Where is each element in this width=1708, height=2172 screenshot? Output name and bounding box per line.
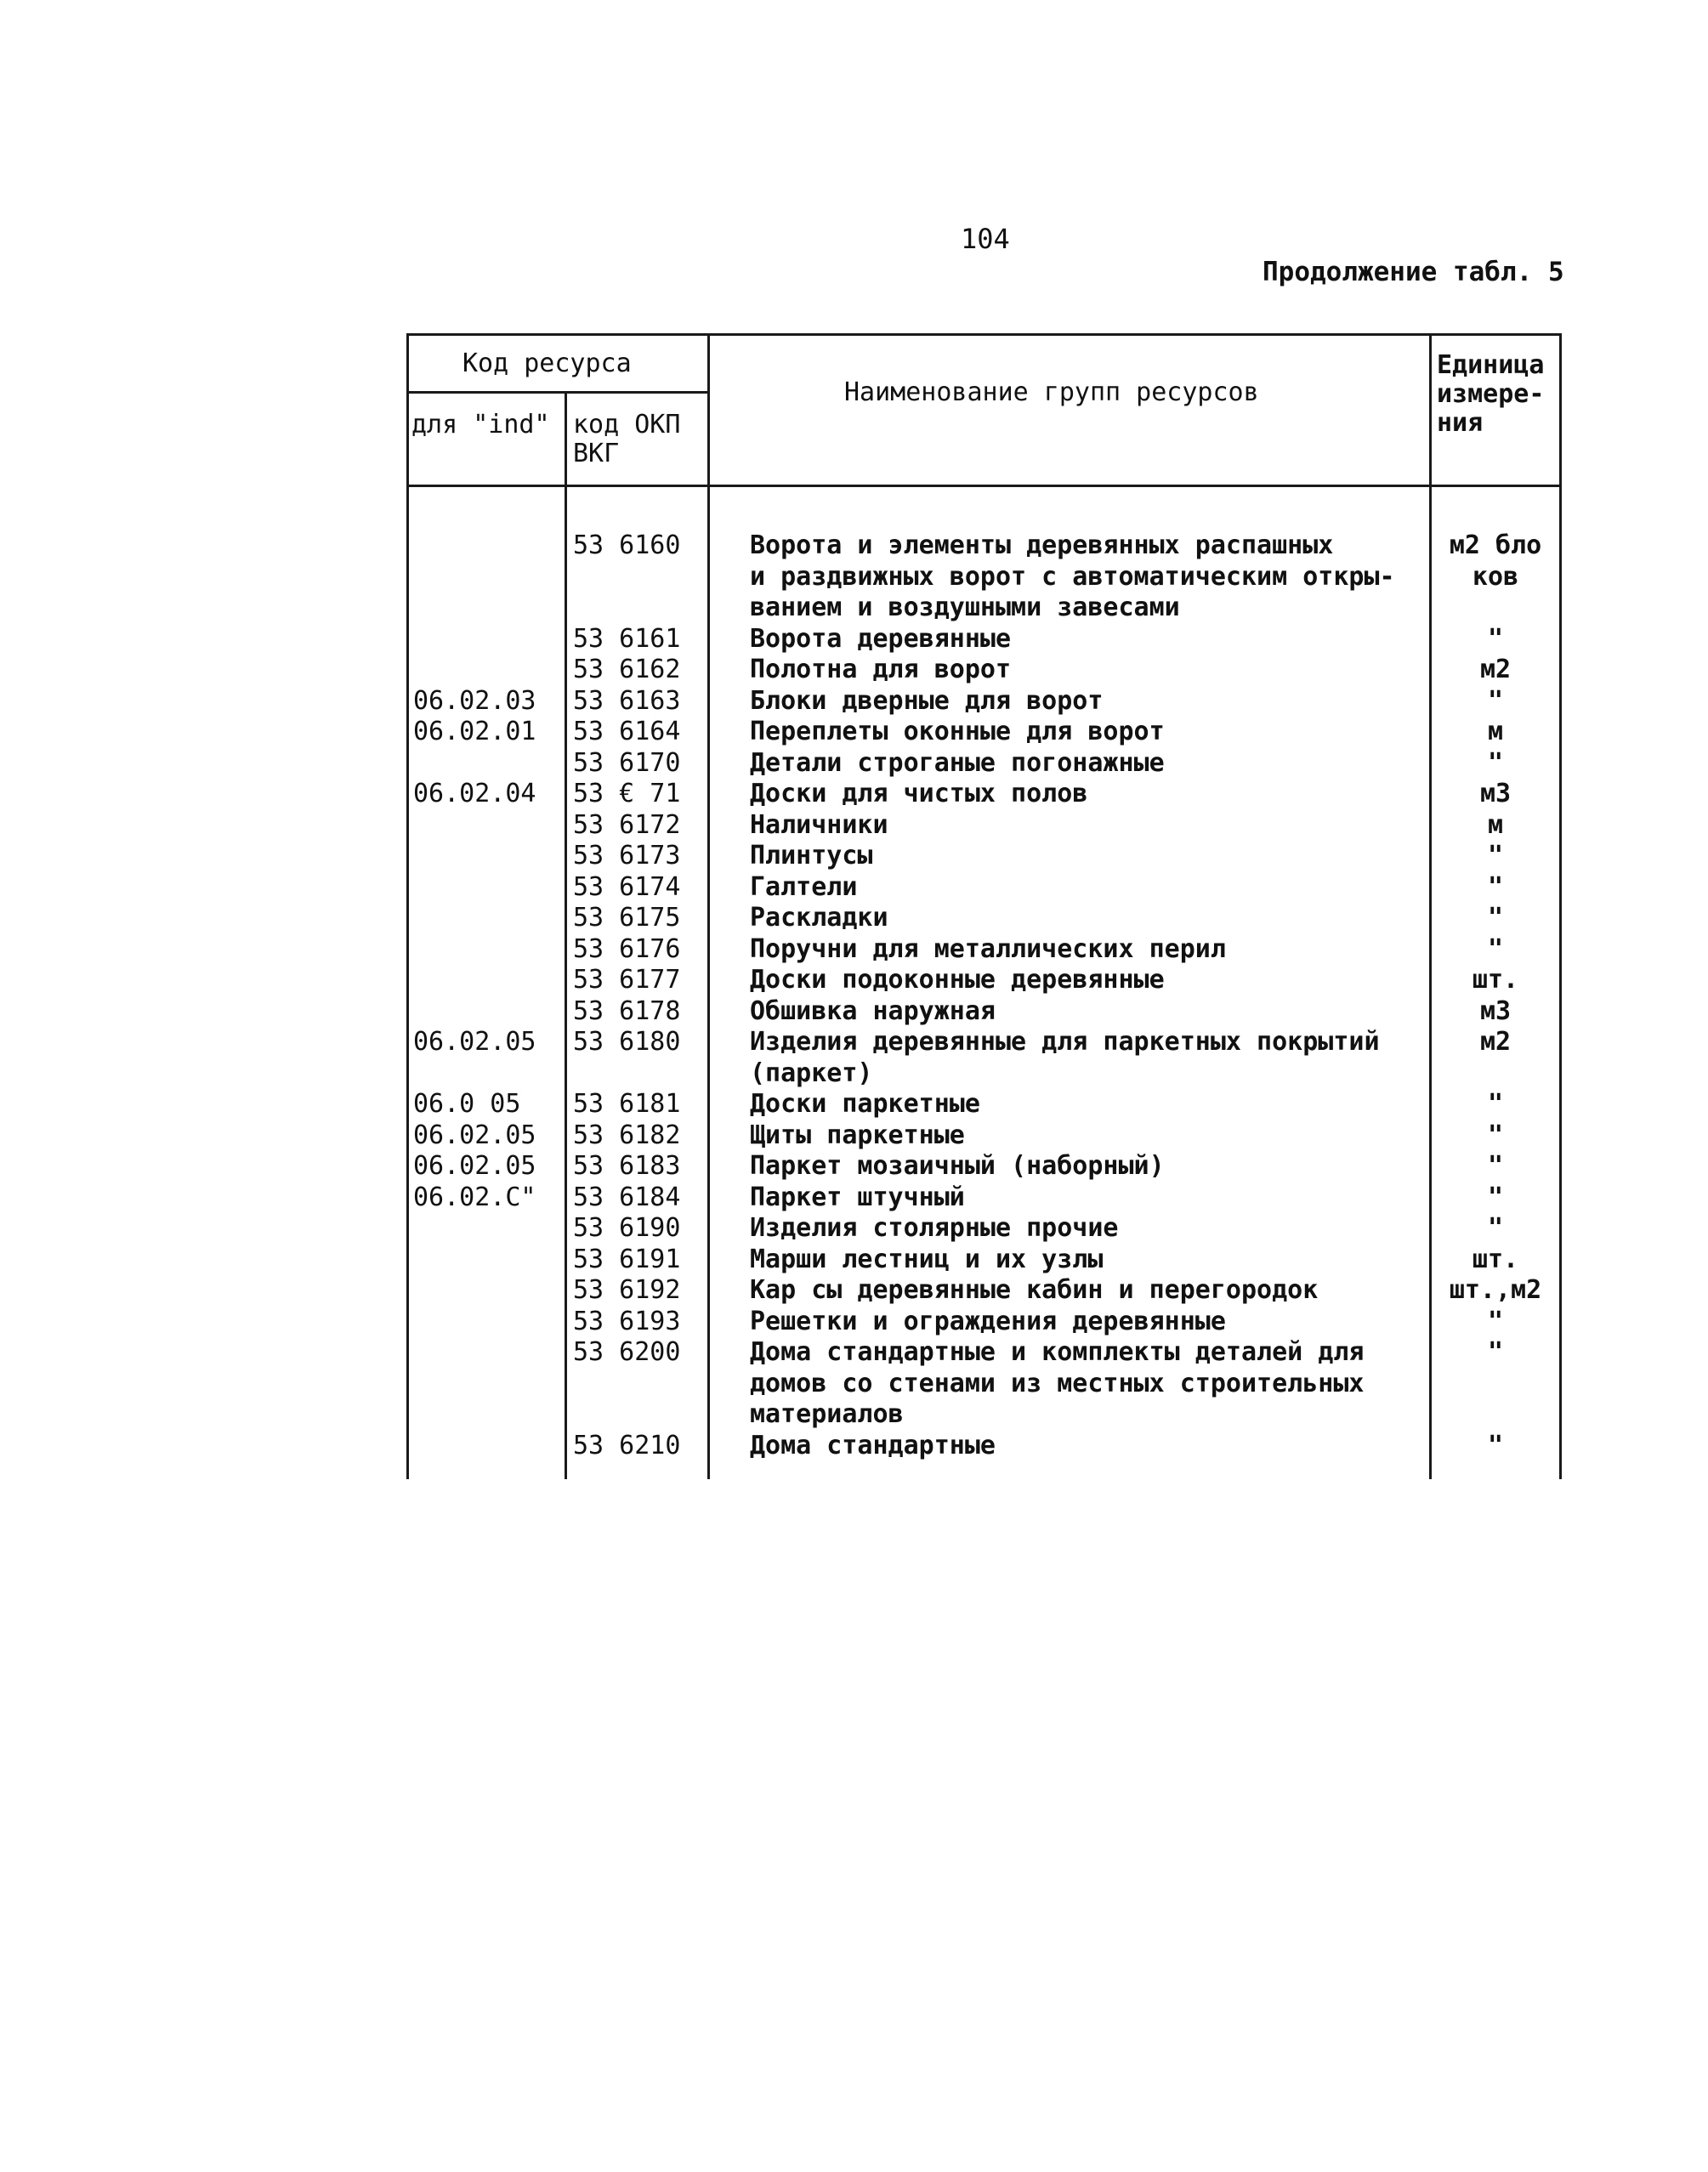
row-okp-code: 53 6164 <box>573 717 681 746</box>
row-unit: " <box>1487 1430 1504 1460</box>
row-okp-code: 53 6176 <box>573 933 681 964</box>
header-name: Наименование групп ресурсов <box>844 377 1259 407</box>
row-unit: м2 <box>1479 1027 1512 1057</box>
row-okp-code: 53 6177 <box>573 965 681 995</box>
header-okp-line1: код ОКП <box>573 410 681 440</box>
row-okp-code: 53 6161 <box>573 623 681 654</box>
table-border-left <box>406 333 409 1479</box>
row-resource-name: Паркет мозаичный (наборный) <box>750 1151 1165 1181</box>
row-okp-code: 53 6172 <box>573 809 681 840</box>
row-unit: ков <box>1472 561 1519 592</box>
row-resource-name: Полотна для ворот <box>750 655 1012 684</box>
row-okp-code: 53 6162 <box>573 655 681 684</box>
resource-table <box>406 333 1562 1479</box>
header-resource-code: Код ресурса <box>462 349 632 378</box>
row-resource-name: Галтели <box>750 871 858 902</box>
row-ind-code: 06.02.05 <box>413 1151 536 1181</box>
row-resource-name: и раздвижных ворот с автоматическим откры- <box>750 561 1395 592</box>
row-unit: шт. <box>1472 965 1519 995</box>
row-okp-code: 53 6178 <box>573 995 681 1026</box>
row-resource-name: Переплеты оконные для ворот <box>750 717 1165 746</box>
row-resource-name: Щиты паркетные <box>750 1120 965 1150</box>
row-okp-code: 53 6193 <box>573 1306 681 1336</box>
row-okp-code: 53 6200 <box>573 1337 681 1367</box>
row-resource-name: Изделия деревянные для паркетных покрытий <box>750 1027 1380 1057</box>
row-resource-name: Обшивка наружная <box>750 995 996 1026</box>
page-number: 104 <box>961 223 1010 255</box>
row-ind-code: 06.0 05 <box>413 1089 521 1119</box>
row-resource-name: Плинтусы <box>750 841 873 871</box>
row-resource-name: Дома стандартные и комплекты деталей для <box>750 1337 1365 1367</box>
row-unit: " <box>1487 747 1504 778</box>
header-unit-line3: ния <box>1437 408 1484 438</box>
row-unit: шт. <box>1472 1244 1519 1274</box>
row-okp-code: 53 € 71 <box>573 779 681 808</box>
row-unit: " <box>1487 1151 1504 1181</box>
row-resource-name: Ворота и элементы деревянных распашных <box>750 530 1334 560</box>
row-resource-name: ванием и воздушными завесами <box>750 593 1180 622</box>
row-ind-code: 06.02.03 <box>413 685 536 716</box>
row-unit: " <box>1487 933 1504 964</box>
row-unit: шт.,м2 <box>1449 1275 1542 1305</box>
table-border-top <box>406 333 1562 336</box>
header-ind: для "ind" <box>411 410 550 440</box>
row-unit: м2 <box>1479 655 1512 684</box>
row-resource-name: Решетки и ограждения деревянные <box>750 1306 1226 1336</box>
row-okp-code: 53 6182 <box>573 1120 681 1150</box>
row-unit: м <box>1487 717 1504 746</box>
row-resource-name: Блоки дверные для ворот <box>750 685 1104 716</box>
row-resource-name: Наличники <box>750 809 888 840</box>
row-ind-code: 06.02.01 <box>413 717 536 746</box>
column-divider-ind <box>565 391 567 1479</box>
row-unit: м <box>1487 809 1504 840</box>
row-ind-code: 06.02.05 <box>413 1027 536 1057</box>
row-unit: " <box>1487 1120 1504 1150</box>
row-unit: м3 <box>1479 779 1512 808</box>
header-bottom-rule <box>406 485 1562 487</box>
row-okp-code: 53 6170 <box>573 747 681 778</box>
row-unit: " <box>1487 1182 1504 1212</box>
row-unit: " <box>1487 1337 1504 1367</box>
row-resource-name: (паркет) <box>750 1058 873 1088</box>
header-okp-line2: ВКГ <box>573 439 620 468</box>
row-resource-name: домов со стенами из местных строительных <box>750 1368 1365 1398</box>
row-resource-name: Паркет штучный <box>750 1182 965 1212</box>
row-unit: " <box>1487 685 1504 716</box>
row-okp-code: 53 6173 <box>573 841 681 871</box>
table-border-right <box>1559 333 1562 1479</box>
row-resource-name: Раскладки <box>750 903 888 933</box>
row-unit: " <box>1487 623 1504 654</box>
row-resource-name: Поручни для металлических перил <box>750 933 1226 964</box>
row-okp-code: 53 6184 <box>573 1182 681 1212</box>
row-unit: " <box>1487 1213 1504 1243</box>
header-unit-line1: Единица <box>1437 350 1545 380</box>
row-resource-name: Доски подоконные деревянные <box>750 965 1165 995</box>
column-divider-okp <box>707 333 710 1479</box>
row-unit: " <box>1487 1306 1504 1336</box>
row-okp-code: 53 6160 <box>573 530 681 560</box>
row-unit: " <box>1487 903 1504 933</box>
row-resource-name: Доски паркетные <box>750 1089 980 1119</box>
row-okp-code: 53 6174 <box>573 871 681 902</box>
row-okp-code: 53 6163 <box>573 685 681 716</box>
row-unit: м3 <box>1479 995 1512 1026</box>
row-resource-name: Кар сы деревянные кабин и перегородок <box>750 1275 1319 1305</box>
row-unit: м2 бло <box>1449 530 1542 560</box>
row-resource-name: Ворота деревянные <box>750 623 1012 654</box>
row-resource-name: Дома стандартные <box>750 1430 996 1460</box>
row-okp-code: 53 6190 <box>573 1213 681 1243</box>
row-okp-code: 53 6191 <box>573 1244 681 1274</box>
header-subdivider <box>406 391 710 394</box>
table-continuation-label: Продолжение табл. 5 <box>1263 257 1564 287</box>
row-unit: " <box>1487 871 1504 902</box>
row-ind-code: 06.02.04 <box>413 779 536 808</box>
row-unit: " <box>1487 1089 1504 1119</box>
row-resource-name: Доски для чистых полов <box>750 779 1088 808</box>
row-okp-code: 53 6175 <box>573 903 681 933</box>
row-resource-name: Марши лестниц и их узлы <box>750 1244 1104 1274</box>
row-resource-name: Детали строганые погонажные <box>750 747 1165 778</box>
row-okp-code: 53 6180 <box>573 1027 681 1057</box>
row-resource-name: материалов <box>750 1399 904 1429</box>
row-okp-code: 53 6183 <box>573 1151 681 1181</box>
row-okp-code: 53 6210 <box>573 1430 681 1460</box>
row-okp-code: 53 6181 <box>573 1089 681 1119</box>
row-unit: " <box>1487 841 1504 871</box>
row-resource-name: Изделия столярные прочие <box>750 1213 1119 1243</box>
row-okp-code: 53 6192 <box>573 1275 681 1305</box>
header-unit-line2: измере- <box>1437 379 1545 409</box>
row-ind-code: 06.02.05 <box>413 1120 536 1150</box>
row-ind-code: 06.02.С" <box>413 1182 536 1212</box>
